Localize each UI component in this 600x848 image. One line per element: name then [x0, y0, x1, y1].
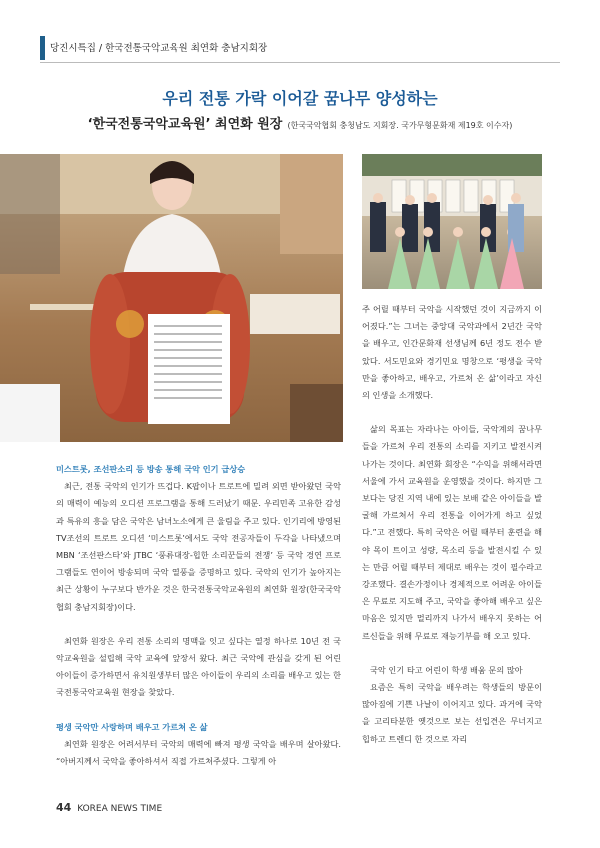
paragraph: 최연화 원장은 어려서부터 국악의 매력에 빠져 평생 국악을 배우며 살아왔다. “아버지께서 국악을 좋아하셔서 직접 가르쳐주셨다. 그렇게 아 — [56, 738, 341, 767]
paragraph: 최근, 전통 국악의 인기가 뜨겁다. K팝이나 트로트에 밀려 외면 받아왔던 국악의 매력이 예능의 오디션 프로그램을 통해 드러났기 때문. 우리민족 고유한 감성과 특유의 흥을 담은 국악은 남녀노소에게 큰 울림을 주고 있다. 인기리에 방영된 TV조선의 트로트 오디션 ‘미스트롯’에서도 국악 전공자들이 두각을 나타냈으며 MBN ‘조선판스타’와 JTBC ‘풍류대장-힙한 소리꾼들의 전쟁’ 등 국악 경연 프로그램들도 연이어 방송되며 국악 열풍을 증명하고 있다. 국악의 인기가 높아지는 최근 상황이 누구보다 반가운 것은 한국전통국악교육원의 최연화 원장(한국국악협회 충남지회장)이다. — [56, 481, 341, 612]
paragraph: 요즘은 특히 국악을 배우려는 학생들의 방문이 많아짐에 기쁜 나날이 이어지고 있다. 과거에 국악을 고리타분한 옛것으로 보는 선입견은 무너지고 힙하고 트렌디 한 것으로 자리 — [362, 682, 542, 744]
paragraph: 국악 인기 타고 어린이 학생 배움 문의 많아 — [370, 664, 523, 675]
section-heading: 평생 국악만 사랑하며 배우고 가르쳐 온 삶 — [56, 721, 208, 732]
photo-group-illustration — [362, 154, 542, 289]
article-left-column — [56, 461, 341, 770]
photo-group-performance — [362, 154, 542, 289]
page-footer — [56, 801, 162, 814]
magazine-name: KOREA NEWS TIME — [77, 804, 163, 814]
paragraph: 삶의 목표는 자라나는 아이들, 국악계의 꿈나무들을 가르쳐 우리 전통의 소리를 지키고 발전시켜나가는 것이다. 최연화 회장은 “수익을 위해서라면 서울에 가서 교육원을 운영했을 것이다. 하지만 그보다는 당진 지역 내에 있는 보배 같은 아이들을 발굴해 가르쳐서 우리 전통을 이어가게 하고 싶었다.”고 전했다. 특히 국악은 어릴 때부터 훈련을 해야 목이 트이고 성량, 목소리 등을 발전시킬 수 있는 만큼 어릴 때부터 제대로 배우는 것이 필수라고 강조했다. 결손가정이나 경제적으로 어려운 아이들은 무료로 지도해 주고, 국악을 좋아해 배우고 싶은 마음은 있지만 멀리까지 나가서 배우지 못하는 어르신들을 위해 무료로 재능기부를 해 오고 있다. — [362, 424, 542, 641]
subheadline-sub: (한국국악협회 충청남도 지회장. 국가무형문화재 제19호 이수자) — [287, 121, 513, 130]
section-label: 당진시특집 / 한국전통국악교육원 최연화 충남지회장 — [50, 43, 268, 54]
subheadline — [0, 113, 600, 132]
header-accent-bar — [40, 36, 45, 60]
headline: 우리 전통 가락 이어갈 꿈나무 양성하는 — [162, 89, 438, 108]
page-number: 44 — [56, 801, 72, 814]
section-heading: 미스트롯, 조선판소리 등 방송 통해 국악 인기 급상승 — [56, 464, 246, 474]
photo-performer-with-drum — [0, 154, 343, 442]
paragraph: 주 어릴 때부터 국악을 시작했던 것이 지금까지 이어졌다.”는 그녀는 중앙대 국악과에서 2년간 국악을 배우고, 인간문화재 선생님께 6년 정도 전수 받았다. 서도민요와 경기민요 명창으로 ‘평생을 국악만을 좋아하고, 배우고, 가르쳐 온 삶’이라고 자신의 인생을 소개했다. — [362, 304, 542, 401]
subheadline-main: ‘한국전통국악교육원’ 최연화 원장 — [87, 117, 283, 132]
article-right-column — [362, 301, 542, 748]
photo-performer-illustration — [0, 154, 343, 442]
header-divider — [40, 62, 560, 63]
paragraph: 최연화 원장은 우리 전통 소리의 명맥을 잇고 싶다는 열정 하나로 10년 전 국악교육원을 설립해 국악 교육에 앞장서 왔다. 최근 국악에 관심을 갖게 된 어린 아이들이 증가하면서 유치원생부터 많은 아이들이 우리의 소리를 배우고 있는 한국전통국악교육원 현장을 찾았다. — [56, 635, 341, 698]
